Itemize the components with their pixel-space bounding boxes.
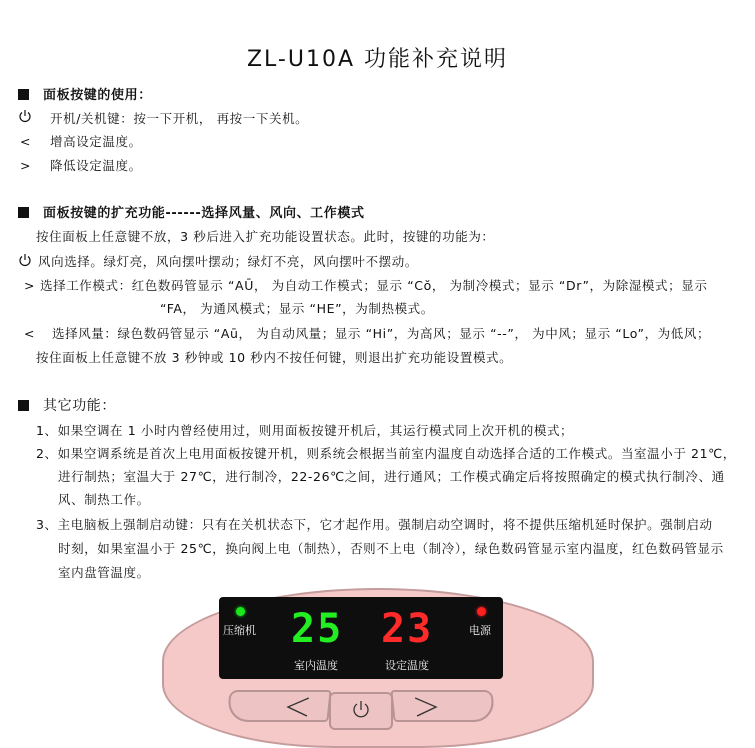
room-temp-display: 25 [291, 606, 344, 652]
power-led-icon [477, 607, 486, 616]
power-icon [331, 694, 391, 728]
bullet-square-icon [18, 207, 29, 218]
bullet-square-icon [18, 400, 29, 411]
power-label: 电源 [469, 624, 491, 637]
mode-select-description-line1: 选择工作模式：红色数码管显示 “AŪ， 为自动工作模式；显示 “Cŏ， 为制冷模式；显示 “Dr”，为除湿模式；显示 [40, 278, 708, 293]
wind-direction-description: 风向选择。绿灯亮，风向摆叶摆动；绿灯不亮，风向摆叶不摆动。 [38, 254, 418, 269]
increase-key-symbol: < [20, 134, 32, 149]
set-temp-display: 23 [381, 606, 434, 652]
fan-key-symbol: < [24, 326, 36, 341]
compressor-led-icon [236, 607, 245, 616]
fan-speed-description: 选择风量：绿色数码管显示 “Aū， 为自动风量；显示 “Hi”，为高风；显示 “--”， 为中风；显示 “Lo”，为低风； [52, 326, 711, 341]
other-function-line: 2、如果空调系统是首次上电用面板按键开机，则系统会根据当前室内温度自动选择合适的工作模式。当室温小于 21℃， [36, 446, 736, 461]
other-function-line: 室内盘管温度。 [58, 565, 150, 580]
bullet-square-icon [18, 89, 29, 100]
mode-select-description-line2: “FA， 为通风模式；显示 “HE”，为制热模式。 [160, 301, 434, 316]
other-function-line: 3、主电脑板上强制启动键：只有在关机状态下，它才起作用。强制启动空调时，将不提供压缩机延时保护。强制启动 [36, 517, 713, 532]
decrease-key-description: 降低设定温度。 [50, 158, 142, 173]
mode-key-symbol: > [24, 278, 36, 293]
chevron-right-icon [393, 692, 496, 720]
set-temp-label: 设定温度 [385, 659, 429, 672]
increase-key-description: 增高设定温度。 [50, 134, 142, 149]
decrease-key-symbol: > [20, 158, 32, 173]
display-screen [219, 597, 503, 679]
exit-extended-mode-description: 按住面板上任意键不放 3 秒钟或 10 秒内不按任何键，则退出扩充功能设置模式。 [36, 350, 513, 365]
other-function-line: 进行制热；室温大于 27℃，进行制冷，22-26℃之间，进行通风；工作模式确定后将按照确定的模式执行制冷、通 [58, 469, 725, 484]
increase-temp-button[interactable] [226, 690, 331, 722]
compressor-label: 压缩机 [223, 624, 256, 637]
room-temp-label: 室内温度 [294, 659, 338, 672]
page-title: ZL-U10A 功能补充说明 [246, 47, 509, 72]
other-function-line: 时刻，如果室温小于 25℃，换向阀上电（制热），否则不上电（制冷），绿色数码管显示室内温度，红色数码管显示 [58, 541, 724, 556]
section1-heading: 面板按键的使用： [18, 88, 152, 104]
other-function-line: 风、制热工作。 [58, 492, 150, 507]
chevron-left-icon [229, 692, 332, 720]
other-function-line: 1、如果空调在 1 小时内曾经使用过，则用面板按键开机后，其运行模式同上次开机的模式； [36, 423, 574, 438]
section2-heading: 面板按键的扩充功能------选择风量、风向、工作模式 [18, 206, 365, 222]
power-icon [18, 253, 32, 267]
power-icon [18, 109, 32, 123]
power-key-description: 开机/关机键：按一下开机， 再按一下关机。 [50, 111, 309, 126]
section3-heading: 其它功能： [18, 398, 116, 414]
decrease-temp-button[interactable] [390, 690, 495, 722]
power-button[interactable] [329, 692, 393, 730]
section2-intro: 按住面板上任意键不放，3 秒后进入扩充功能设置状态。此时，按键的功能为： [36, 229, 495, 244]
